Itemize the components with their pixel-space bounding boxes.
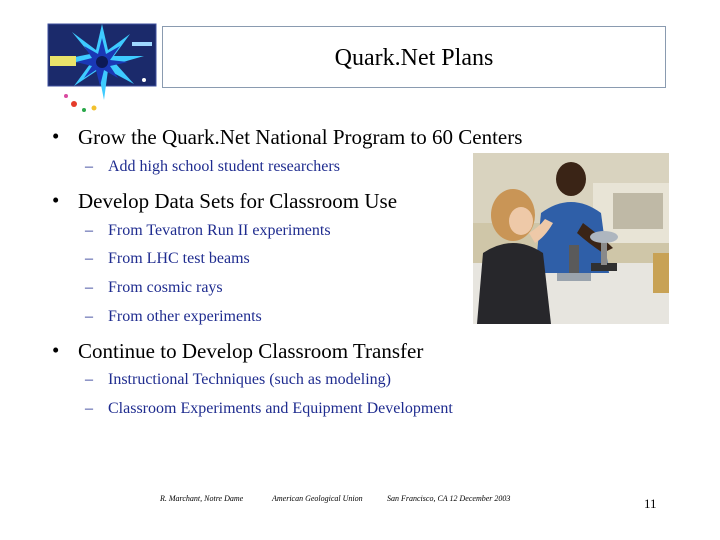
slide-title: Quark.Net Plans: [334, 45, 494, 71]
page-number: 11: [644, 496, 657, 511]
bullet-dot: •: [52, 188, 60, 212]
bullet-1: [52, 124, 523, 150]
quarknet-logo: [44, 20, 162, 116]
footer-place-date: San Francisco, CA 12 December 2003: [387, 494, 511, 503]
title-box: [162, 26, 666, 88]
bullet-2-text: Develop Data Sets for Classroom Use: [78, 189, 398, 213]
bullet-dot: •: [52, 338, 60, 362]
sub-2-2: – From LHC test beams: [85, 250, 250, 267]
sub-3-2: – Classroom Experiments and Equipment Development: [85, 400, 453, 417]
classroom-photo: [473, 153, 669, 324]
sub-2-4: – From other experiments: [85, 308, 262, 325]
bullet-2: [52, 188, 398, 214]
bullet-1-text: Grow the Quark.Net National Program to 60 Centers: [78, 125, 523, 149]
bullet-dot: •: [52, 124, 60, 148]
footer-venue: American Geological Union: [272, 494, 363, 503]
bullet-3: [52, 338, 424, 364]
students-photo-icon: [473, 153, 669, 324]
bullet-3-text: Continue to Develop Classroom Transfer: [78, 339, 424, 363]
starburst-logo-icon: [44, 20, 162, 116]
footer-author: R. Marchant, Notre Dame: [160, 494, 244, 503]
sub-3-1: – Instructional Techniques (such as modeling): [85, 371, 391, 388]
sub-1-1: – Add high school student researchers: [85, 158, 340, 175]
sub-2-1: – From Tevatron Run II experiments: [85, 222, 331, 239]
sub-2-3: – From cosmic rays: [85, 279, 223, 296]
